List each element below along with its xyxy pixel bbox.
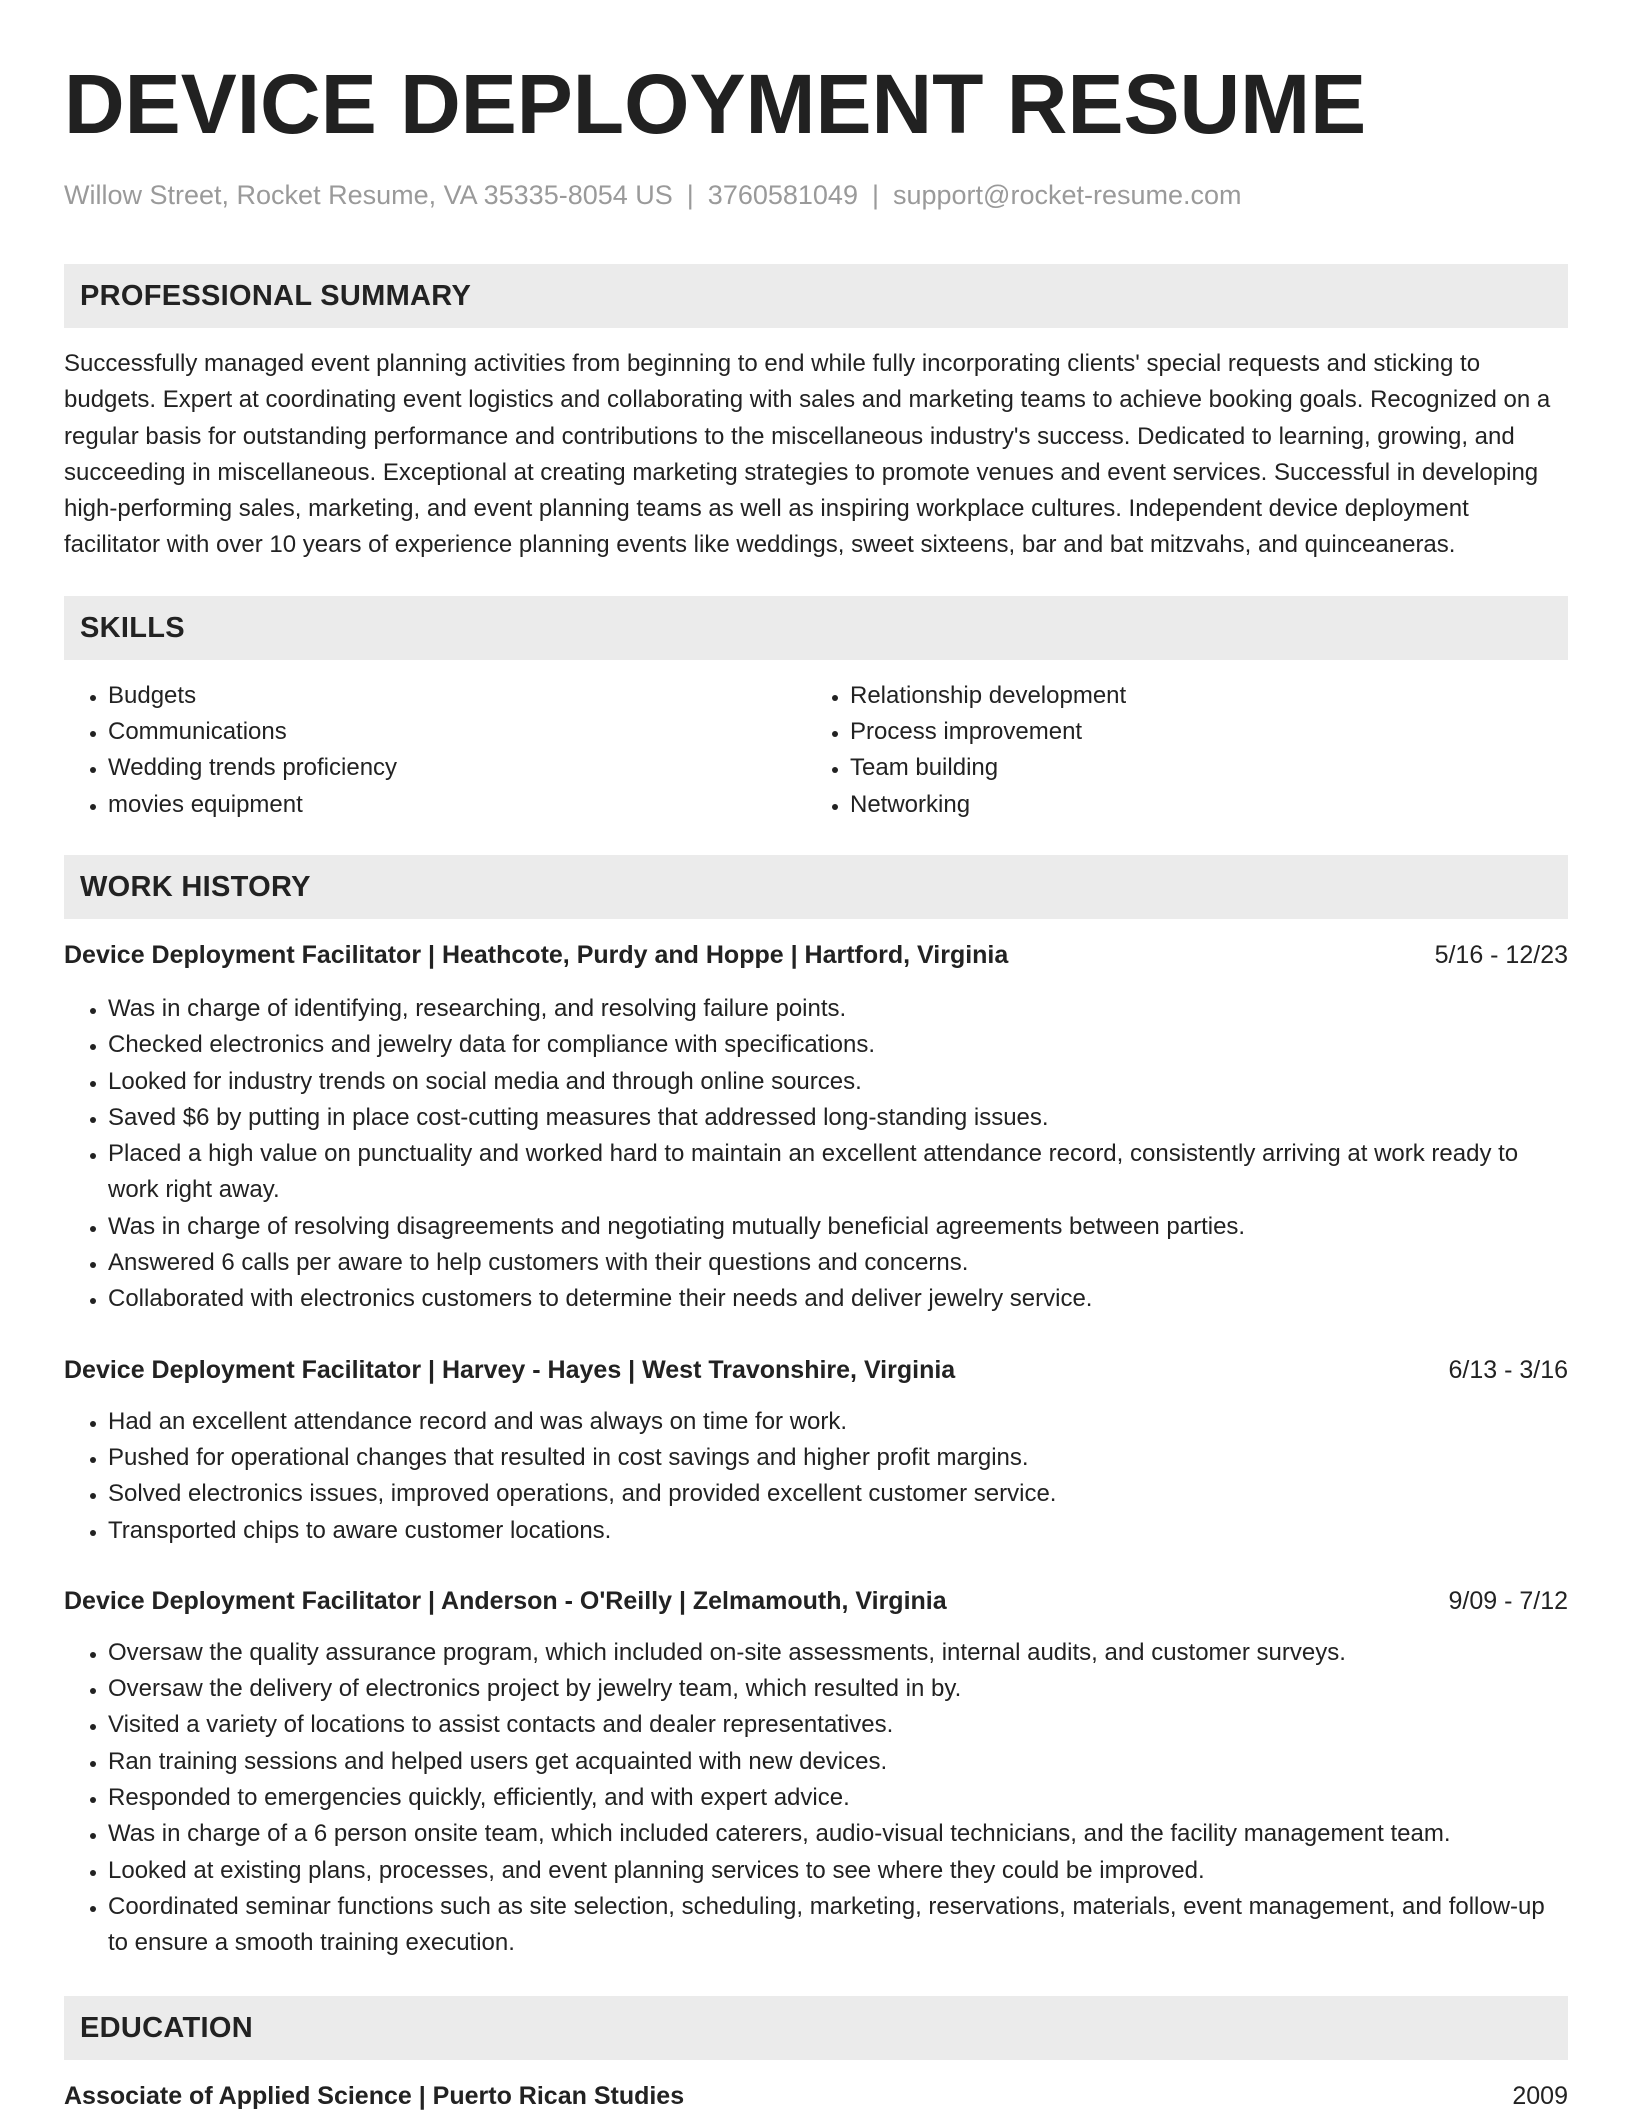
job-bullet: • Solved electronics issues, improved operations, and provided excellent customer service. <box>108 1476 1568 1512</box>
contact-email: support@rocket-resume.com <box>892 180 1242 210</box>
job-bullet: • Was in charge of a 6 person onsite team, which included caterers, audio-visual technicians, and the facility management team. <box>108 1816 1568 1852</box>
job-bullet: • Checked electronics and jewelry data for compliance with specifications. <box>108 1027 1568 1063</box>
job-bullet: • Collaborated with electronics customers to determine their needs and deliver jewelry service. <box>108 1281 1568 1317</box>
job-title: Device Deployment Facilitator | Anderson - O'Reilly | Zelmamouth, Virginia <box>64 1586 947 1615</box>
skill-item: • Relationship development <box>850 678 1548 714</box>
section-heading-education: EDUCATION <box>64 1996 1568 2060</box>
skill-item: • Communications <box>108 714 806 750</box>
job-bullet: • Had an excellent attendance record and was always on time for work. <box>108 1404 1568 1440</box>
contact-phone: 3760581049 <box>707 180 858 210</box>
education-year: 2009 <box>1512 2081 1568 2110</box>
job-bullet: • Looked for industry trends on social media and through online sources. <box>108 1064 1568 1100</box>
skill-item: • Budgets <box>108 678 806 714</box>
contact-line <box>64 178 1568 212</box>
job-bullet: • Transported chips to aware customer locations. <box>108 1513 1568 1549</box>
section-heading-skills: SKILLS <box>64 596 1568 660</box>
job-header <box>64 937 1568 973</box>
job-bullet: • Oversaw the quality assurance program, which included on-site assessments, internal audits, and customer surveys. <box>108 1635 1568 1671</box>
contact-address: Willow Street, Rocket Resume, VA 35335-8054 US <box>64 180 673 210</box>
skills-list <box>64 678 1568 823</box>
job-header <box>64 1583 1568 1619</box>
job-bullet: • Oversaw the delivery of electronics project by jewelry team, which resulted in by. <box>108 1671 1568 1707</box>
job-bullet: • Pushed for operational changes that resulted in cost savings and higher profit margins. <box>108 1440 1568 1476</box>
skill-item: • movies equipment <box>108 787 806 823</box>
job-bullet: • Coordinated seminar functions such as site selection, scheduling, marketing, reservations, materials, event management, and follow-up to ensure a smooth training execution. <box>108 1889 1568 1962</box>
skills-column-right <box>806 678 1548 823</box>
job-bullet: • Placed a high value on punctuality and worked hard to maintain an excellent attendance record, consistently arriving at work ready to work right away. <box>108 1136 1568 1209</box>
skill-item: • Networking <box>850 787 1548 823</box>
contact-separator: | <box>686 180 694 210</box>
job-entry <box>64 1352 1568 1549</box>
job-bullet: • Ran training sessions and helped users get acquainted with new devices. <box>108 1744 1568 1780</box>
job-bullets <box>64 1635 1568 1962</box>
job-title: Device Deployment Facilitator | Heathcote, Purdy and Hoppe | Hartford, Virginia <box>64 940 1009 969</box>
job-bullet: • Responded to emergencies quickly, efficiently, and with expert advice. <box>108 1780 1568 1816</box>
job-bullets <box>64 1404 1568 1549</box>
job-bullet: • Was in charge of resolving disagreements and negotiating mutually beneficial agreements between parties. <box>108 1209 1568 1245</box>
resume-title: DEVICE DEPLOYMENT RESUME <box>64 57 1367 151</box>
contact-separator: | <box>871 180 879 210</box>
job-entry <box>64 937 1568 1318</box>
skills-column-left <box>64 678 806 823</box>
job-entry <box>64 1583 1568 1962</box>
education-degree: Associate of Applied Science | Puerto Rican Studies <box>64 2081 685 2110</box>
job-header <box>64 1352 1568 1388</box>
job-bullet: • Saved $6 by putting in place cost-cutting measures that addressed long-standing issues. <box>108 1100 1568 1136</box>
section-heading-summary: PROFESSIONAL SUMMARY <box>64 264 1568 328</box>
skill-item: • Wedding trends proficiency <box>108 750 806 786</box>
job-dates: 5/16 - 12/23 <box>1434 940 1568 969</box>
job-title: Device Deployment Facilitator | Harvey - Hayes | West Travonshire, Virginia <box>64 1355 956 1384</box>
job-bullet: • Looked at existing plans, processes, and event planning services to see where they could be improved. <box>108 1853 1568 1889</box>
job-bullet: • Answered 6 calls per aware to help customers with their questions and concerns. <box>108 1245 1568 1281</box>
education-entry <box>64 2078 1568 2114</box>
job-bullets <box>64 991 1568 1318</box>
job-bullet: • Visited a variety of locations to assist contacts and dealer representatives. <box>108 1707 1568 1743</box>
skill-item: • Team building <box>850 750 1548 786</box>
job-dates: 9/09 - 7/12 <box>1448 1586 1568 1615</box>
summary-text: Successfully managed event planning activities from beginning to end while fully incorporating clients' special requests and sticking to budgets. Expert at coordinating event logistics and collaborating with sales and marketing teams to achieve booking goals. Recognized on a regular basis for outstanding performance and contributions to the miscellaneous industry's success. Dedicated to learning, growing, and succeeding in miscellaneous. Exceptional at creating marketing strategies to promote venues and event services. Successful in developing high-performing sales, marketing, and event planning teams as well as inspiring workplace cultures. Independent device deployment facilitator with over 10 years of experience planning events like weddings, sweet sixteens, bar and bat mitzvahs, and quinceaneras. <box>64 350 1551 559</box>
section-heading-work-history: WORK HISTORY <box>64 855 1568 919</box>
job-dates: 6/13 - 3/16 <box>1448 1355 1568 1384</box>
skill-item: • Process improvement <box>850 714 1548 750</box>
job-bullet: • Was in charge of identifying, researching, and resolving failure points. <box>108 991 1568 1027</box>
